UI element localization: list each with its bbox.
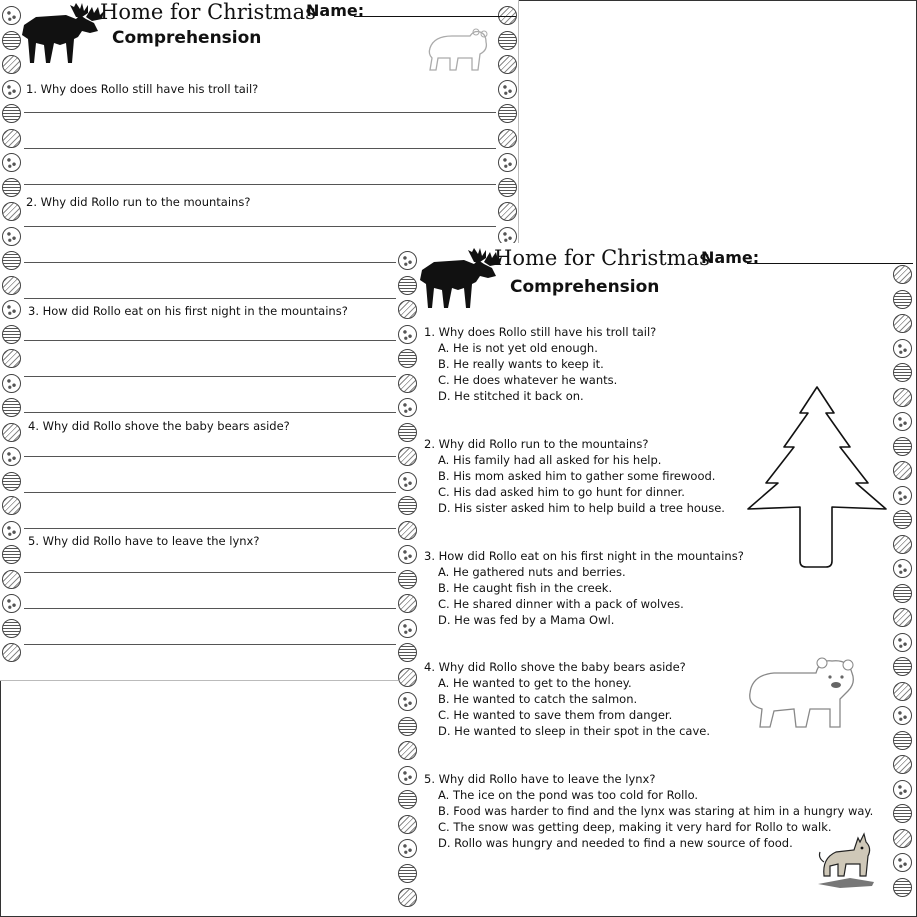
worksheet-subtitle: Comprehension xyxy=(510,277,660,297)
question-text: 5. Why did Rollo have to leave the lynx? xyxy=(424,772,656,786)
answer-line[interactable] xyxy=(24,456,396,457)
name-label: Name: xyxy=(701,248,760,267)
name-line[interactable] xyxy=(747,263,913,264)
mc-question-5 xyxy=(424,771,873,851)
answer-line[interactable] xyxy=(24,226,496,227)
answer-choice[interactable]: C. He wanted to save them from danger. xyxy=(438,708,673,722)
answer-choice[interactable]: C. The snow was getting deep, making it very hard for Rollo to walk. xyxy=(438,820,832,834)
answer-choice[interactable]: C. He shared dinner with a pack of wolves. xyxy=(438,597,684,611)
answer-line[interactable] xyxy=(24,262,396,263)
answer-line[interactable] xyxy=(24,412,396,413)
answer-line[interactable] xyxy=(24,528,396,529)
answer-line[interactable] xyxy=(24,608,396,609)
worksheet-title: Home for Christmas xyxy=(100,0,316,24)
answer-choice[interactable]: A. His family had all asked for his help. xyxy=(438,453,662,467)
answer-choice[interactable]: D. Rollo was hungry and needed to find a new source of food. xyxy=(438,836,793,850)
ornament-border-left xyxy=(2,6,21,668)
answer-line[interactable] xyxy=(24,492,396,493)
answer-choice[interactable]: D. He was fed by a Mama Owl. xyxy=(438,613,615,627)
question-4: 4. Why did Rollo shove the baby bears aside? xyxy=(28,419,290,433)
moose-silhouette-icon xyxy=(414,248,504,310)
answer-line[interactable] xyxy=(24,148,496,149)
answer-line[interactable] xyxy=(24,572,396,573)
moose-silhouette-icon xyxy=(16,3,106,65)
answer-choice[interactable]: A. He wanted to get to the honey. xyxy=(438,676,632,690)
mc-question-2 xyxy=(424,436,725,516)
answer-choice[interactable]: A. He is not yet old enough. xyxy=(438,341,598,355)
answer-choice[interactable]: B. Food was harder to find and the lynx was staring at him in a hungry way. xyxy=(438,804,874,818)
worksheet-multiple-choice xyxy=(398,243,915,915)
worksheet-subtitle: Comprehension xyxy=(112,28,262,48)
answer-choice[interactable]: C. His dad asked him to go hunt for dinner. xyxy=(438,485,685,499)
answer-choice[interactable]: C. He does whatever he wants. xyxy=(438,373,618,387)
worksheet-title: Home for Christmas xyxy=(494,246,710,270)
answer-choice[interactable]: B. He wanted to catch the salmon. xyxy=(438,692,638,706)
mc-question-3 xyxy=(424,548,744,628)
answer-choice[interactable]: D. His sister asked him to help build a tree house. xyxy=(438,501,725,515)
bear-outline-icon xyxy=(424,28,492,74)
question-1: 1. Why does Rollo still have his troll tail? xyxy=(26,82,259,96)
answer-line[interactable] xyxy=(24,644,396,645)
answer-choice[interactable]: A. The ice on the pond was too cold for Rollo. xyxy=(438,788,699,802)
answer-choice[interactable]: D. He wanted to sleep in their spot in the cave. xyxy=(438,724,710,738)
mc-question-4 xyxy=(424,659,710,739)
answer-line[interactable] xyxy=(24,298,396,299)
answer-line[interactable] xyxy=(24,340,396,341)
question-2: 2. Why did Rollo run to the mountains? xyxy=(26,195,251,209)
pine-tree-outline-icon xyxy=(744,383,890,569)
answer-choice[interactable]: B. His mom asked him to gather some firewood. xyxy=(438,469,716,483)
mc-question-1 xyxy=(424,324,656,404)
name-label: Name: xyxy=(306,1,365,20)
question-5: 5. Why did Rollo have to leave the lynx? xyxy=(28,534,260,548)
ornament-border-right xyxy=(893,265,912,902)
question-3: 3. How did Rollo eat on his first night in the mountains? xyxy=(28,304,348,318)
ornament-border-right xyxy=(498,6,517,251)
name-line[interactable] xyxy=(354,16,516,17)
answer-choice[interactable]: B. He really wants to keep it. xyxy=(438,357,604,371)
question-text: 1. Why does Rollo still have his troll tail? xyxy=(424,325,657,339)
answer-line[interactable] xyxy=(24,184,496,185)
ornament-border-left xyxy=(398,251,417,913)
answer-choice[interactable]: A. He gathered nuts and berries. xyxy=(438,565,626,579)
answer-line[interactable] xyxy=(24,112,496,113)
answer-choice[interactable]: B. He caught fish in the creek. xyxy=(438,581,613,595)
bear-outline-icon xyxy=(744,653,858,733)
question-text: 3. How did Rollo eat on his first night in the mountains? xyxy=(424,549,744,563)
question-text: 4. Why did Rollo shove the baby bears aside? xyxy=(424,660,686,674)
lynx-drawing-icon xyxy=(810,828,880,890)
answer-choice[interactable]: D. He stitched it back on. xyxy=(438,389,584,403)
question-text: 2. Why did Rollo run to the mountains? xyxy=(424,437,649,451)
answer-line[interactable] xyxy=(24,376,396,377)
